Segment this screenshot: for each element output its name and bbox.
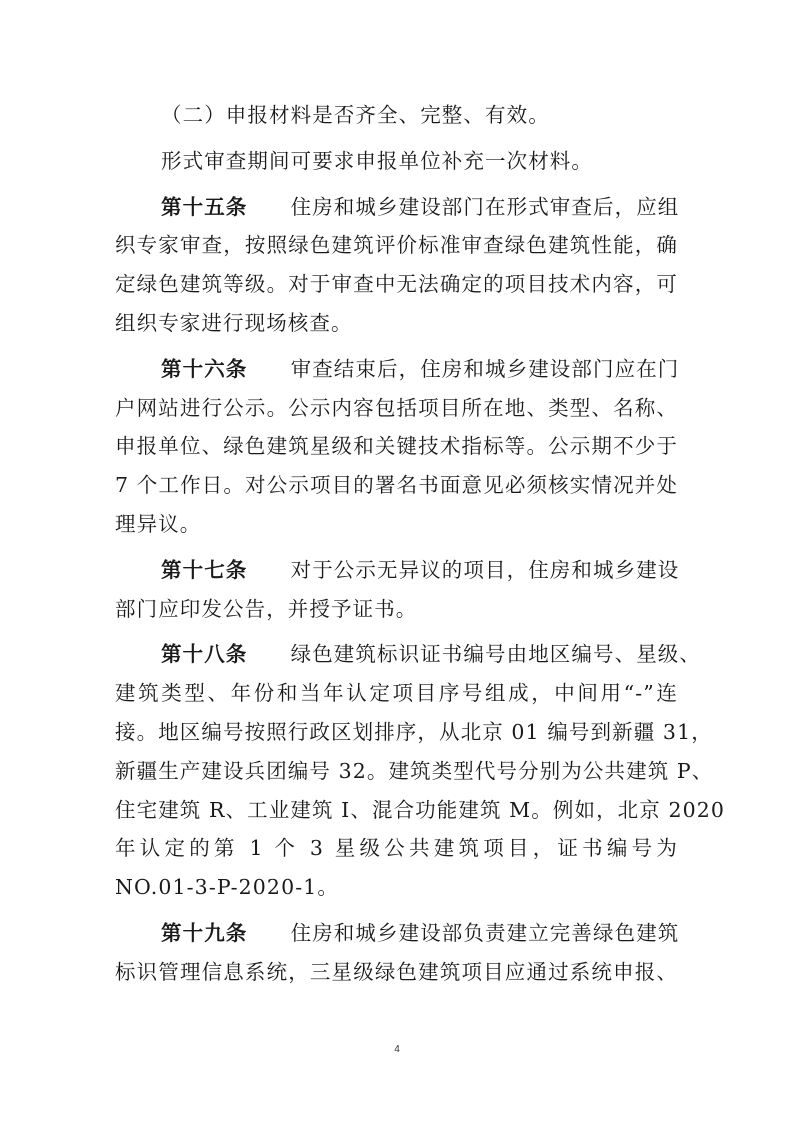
article-heading: 第十六条 xyxy=(161,356,248,381)
document-body xyxy=(115,96,726,992)
text-line: 新疆生产建设兵团编号 32。建筑类型代号分别为公共建筑 P、 xyxy=(115,758,714,783)
text-line: 部门应印发公告，并授予证书。 xyxy=(115,596,418,621)
article-19-first-line xyxy=(115,914,678,953)
text-line: 接。地区编号按照行政区划排序，从北京 01 编号到新疆 31， xyxy=(115,719,713,744)
article-17-first-line xyxy=(115,551,678,590)
article-heading: 第十五条 xyxy=(161,194,248,219)
text-line: 户网站进行公示。公示内容包括项目所在地、类型、名称、 xyxy=(115,395,678,420)
text-line: NO.01-3-P-2020-1。 xyxy=(115,875,339,900)
text-line: 申报单位、绿色建筑星级和关键技术指标等。公示期不少于 xyxy=(115,434,678,459)
article-heading: 第十七条 xyxy=(161,557,248,582)
article-heading: 第十九条 xyxy=(161,920,248,945)
article-18-first-line xyxy=(115,635,702,674)
text-line: 建筑类型、年份和当年认定项目序号组成，中间用“-”连 xyxy=(115,681,678,706)
text-line: （二）申报材料是否齐全、完整、有效。 xyxy=(161,103,550,127)
text-run: 对于公示无异议的项目，住房和城乡建设 xyxy=(290,557,680,582)
text-line: 理异议。 xyxy=(115,511,202,536)
text-run: 绿色建筑标识证书编号由地区编号、星级、 xyxy=(290,642,702,667)
text-run: 审查结束后，住房和城乡建设部门应在门 xyxy=(290,356,680,381)
text-line: 住宅建筑 R、工业建筑 I、混合功能建筑 M。例如，北京 2020 xyxy=(115,797,726,822)
text-run: 住房和城乡建设部负责建立完善绿色建筑 xyxy=(290,920,680,945)
text-line: 组织专家进行现场核查。 xyxy=(115,310,353,335)
text-line: 年认定的第 1 个 3 星级公共建筑项目，证书编号为 xyxy=(115,836,678,861)
text-line: 织专家审查，按照绿色建筑评价标准审查绿色建筑性能，确 xyxy=(115,233,678,258)
article-15-first-line xyxy=(115,188,678,227)
text-run: 住房和城乡建设部门在形式审查后，应组 xyxy=(290,194,680,219)
article-heading: 第十八条 xyxy=(161,642,248,667)
page-number: 4 xyxy=(394,1044,400,1055)
article-16-first-line xyxy=(115,350,678,389)
text-line: 标识管理信息系统，三星级绿色建筑项目应通过系统申报、 xyxy=(115,959,678,984)
text-line: 定绿色建筑等级。对于审查中无法确定的项目技术内容，可 xyxy=(115,272,678,297)
text-line: 7 个工作日。对公示项目的署名书面意见必须核实情况并处 xyxy=(115,473,678,498)
text-line: 形式审查期间可要求申报单位补充一次材料。 xyxy=(161,148,593,173)
